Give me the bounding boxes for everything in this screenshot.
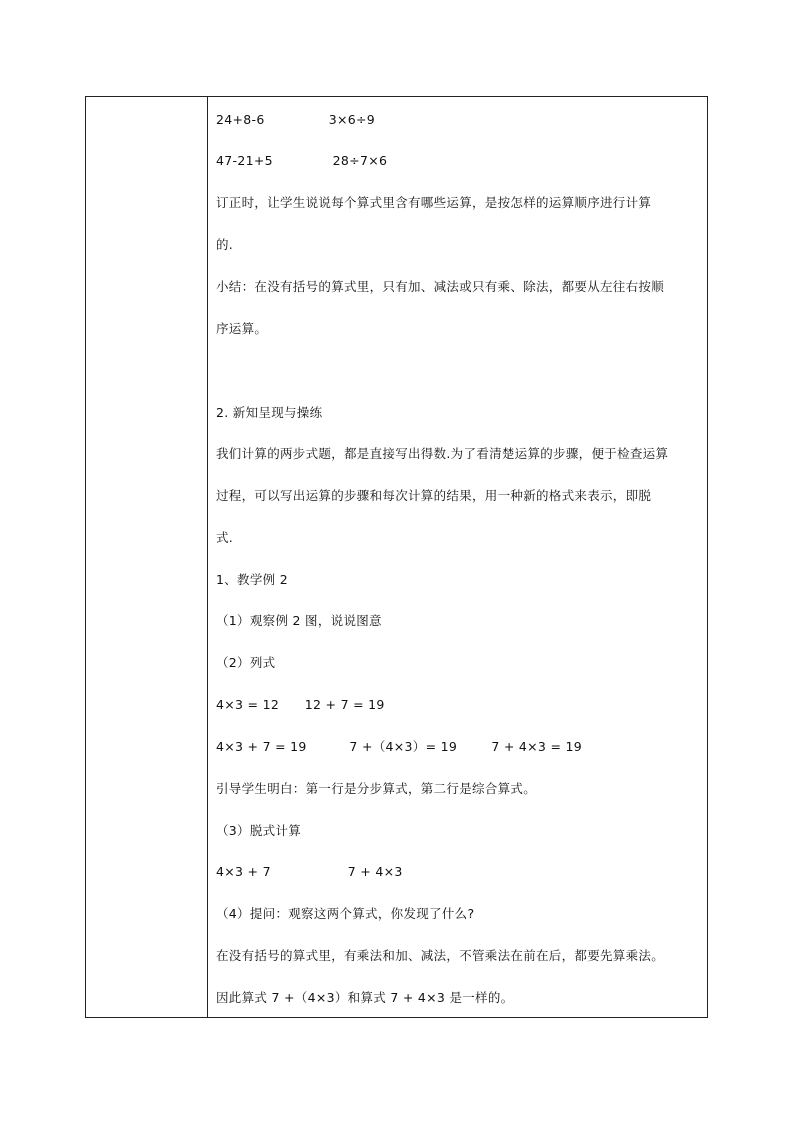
calc-expressions: 4×3 + 7 7 + 4×3 <box>216 864 403 879</box>
correction-text-cont: 的. <box>216 237 234 252</box>
summary-text: 小结：在没有括号的算式里，只有加、减法或只有乘、除法，都要从左往右按顺 <box>216 279 665 294</box>
summary-text-cont: 序运算。 <box>216 321 268 336</box>
intro-paragraph-1: 我们计算的两步式题，都是直接写出得数.为了看清楚运算的步骤，便于检查运算 <box>216 446 669 461</box>
section-heading: 2. 新知呈现与操练 <box>216 405 323 420</box>
step-question: （4）提问：观察这两个算式，你发现了什么? <box>216 906 475 921</box>
example-heading: 1、教学例 2 <box>216 572 288 587</box>
equation-row-2: 4×3 + 7 = 19 7 +（4×3）= 19 7 + 4×3 = 19 <box>216 739 583 754</box>
column-divider <box>207 97 208 1017</box>
conclusion-text: 因此算式 7 +（4×3）和算式 7 + 4×3 是一样的。 <box>216 990 514 1005</box>
exercise-line-1: 24+8-6 3×6÷9 <box>216 112 376 127</box>
exercise-line-2: 47-21+5 28÷7×6 <box>216 153 388 168</box>
rule-text: 在没有括号的算式里，有乘法和加、减法，不管乘法在前在后，都要先算乘法。 <box>216 948 665 963</box>
step-calculate: （3）脱式计算 <box>216 823 302 838</box>
intro-paragraph-2: 过程，可以写出运算的步骤和每次计算的结果，用一种新的格式来表示，即脱 <box>216 488 652 503</box>
guide-text: 引导学生明白：第一行是分步算式，第二行是综合算式。 <box>216 781 537 796</box>
correction-text: 订正时，让学生说说每个算式里含有哪些运算，是按怎样的运算顺序进行计算 <box>216 195 652 210</box>
step-equation: （2）列式 <box>216 655 276 670</box>
lesson-table <box>85 96 708 1018</box>
equation-row-1: 4×3 = 12 12 + 7 = 19 <box>216 697 385 712</box>
intro-paragraph-3: 式. <box>216 530 234 545</box>
step-observe: （1）观察例 2 图，说说图意 <box>216 613 382 628</box>
